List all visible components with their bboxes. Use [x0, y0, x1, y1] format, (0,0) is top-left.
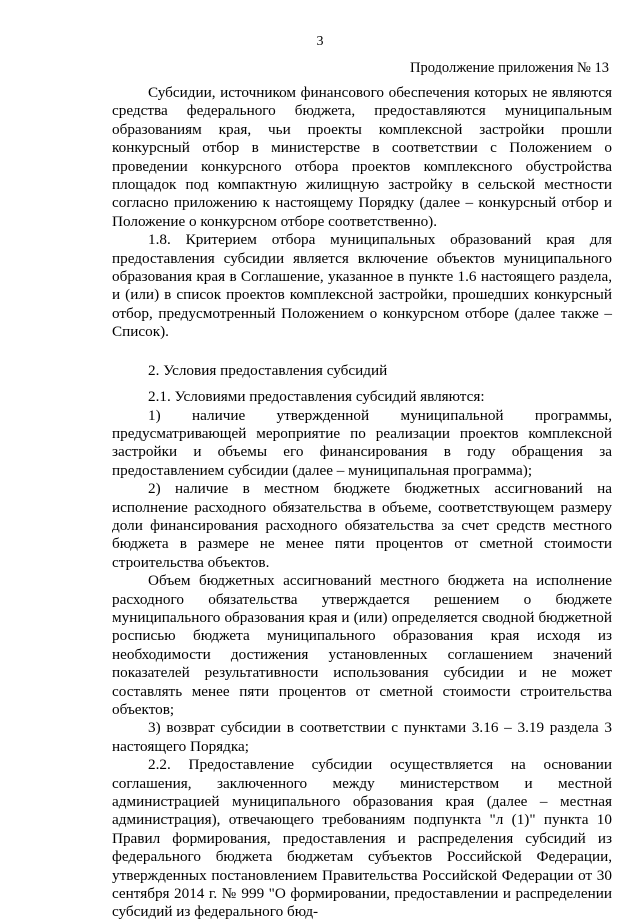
paragraph-1-8-criterion: 1.8. Критерием отбора муниципальных образований края для предоставления субсидии является включение объектов муниципального образования края в Соглашение, указанное в пункте 1.6 настоящего раздела, и (или) в список проектов комплексной застройки, прошедших конкурсный отбор, предусмотренный Положением о конкурсном отборе (далее также – Список). [112, 231, 612, 341]
document-body [112, 84, 612, 922]
paragraph-2-1-conditions: 2.1. Условиями предоставления субсидий являются: [148, 388, 485, 406]
section-heading-2: 2. Условия предоставления субсидий [148, 361, 388, 379]
paragraph-condition-2: 2) наличие в местном бюджете бюджетных ассигнований на исполнение расходного обязательства в объеме, соответствующем размеру доли финансирования расходного обязательства за счет средств местного бюджета в размере не менее пяти процентов от сметной стоимости строительства объектов. [112, 480, 612, 571]
paragraph-2-2-agreement: 2.2. Предоставление субсидии осуществляется на основании соглашения, заключенного между министерством и местной администрацией муниципального образования края (далее – местная администрация), отвечающего требованиям подпункта "л (1)" пункта 10 Правил формирования, предоставления и распределения субсидий из федерального бюджета бюджетам субъектов Российской Федерации, утвержденных постановлением Правительства Российской Федерации от 30 сентября 2014 г. № 999 "О формировании, предоставлении и распределении субсидий из федерального бюд- [112, 756, 612, 921]
appendix-continuation-note: Продолжение приложения № 13 [410, 60, 609, 76]
page-number: 3 [316, 34, 324, 49]
paragraph-condition-1: 1) наличие утвержденной муниципальной программы, предусматривающей мероприятие по реализации проектов комплексной застройки и объемы его финансирования в году обращения за предоставлением субсидии (далее – муниципальная программа); [112, 406, 612, 479]
paragraph-subsidies-source: Субсидии, источником финансового обеспечения которых не являются средства федерального бюджета, предоставляются муниципальным образованиям края, чьи проекты комплексной застройки прошли конкурсный отбор в министерстве в соответствии с Положением о проведении конкурсного отбора проектов комплексного обустройства площадок под компактную жилищную застройку в сельской местности согласно приложению к настоящему Порядку (далее – конкурсный отбор и Положение о конкурсном отборе соответственно). [112, 84, 612, 230]
paragraph-condition-3: 3) возврат субсидии в соответствии с пунктами 3.16 – 3.19 раздела 3 настоящего Порядка; [112, 719, 612, 755]
paragraph-budget-volume: Объем бюджетных ассигнований местного бюджета на исполнение расходного обязательства утверждается решением о бюджете муниципального образования края и (или) определяется сводной бюджетной росписью бюджета муниципального образования края исходя из необходимости достижения установленных соглашением значений показателей результативности использования субсидии и не может составлять менее пяти процентов от сметной стоимости строительства объектов; [112, 572, 612, 718]
